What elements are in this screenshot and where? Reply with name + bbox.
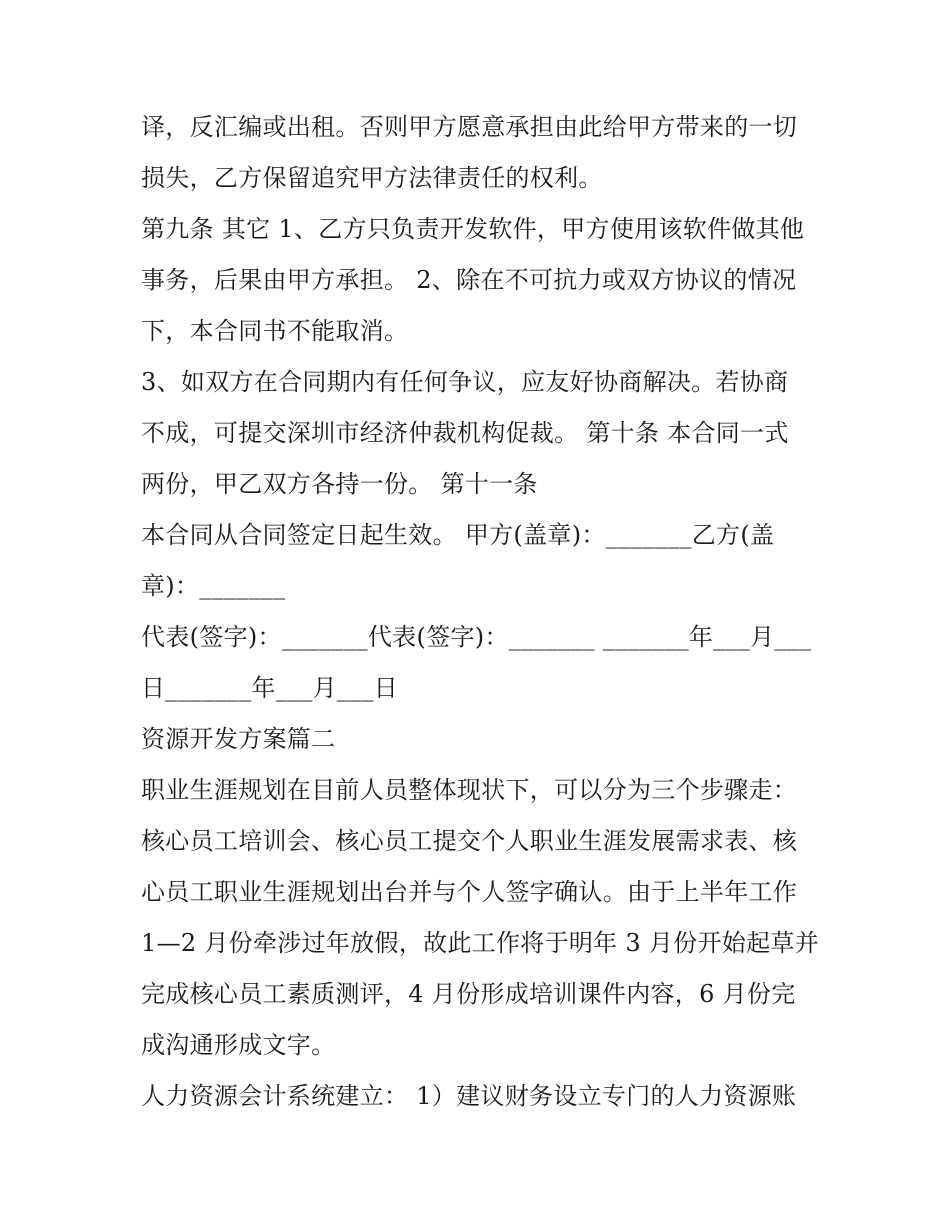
text-line: 1—2 月份牵涉过年放假，故此工作将于明年 3 月份开始起草并 (141, 929, 819, 957)
text-line: 完成核心员工素质测评，4 月份形成培训课件内容，6 月份完 (141, 980, 796, 1008)
date-line: 日_______年___月___日 (141, 674, 399, 702)
text-line: 第九条 其它 1、乙方只负责开发软件，甲方使用该软件做其他 (141, 215, 805, 243)
text-line: 本合同从合同签定日起生效。 甲方(盖章)：_______乙方(盖 (141, 521, 775, 549)
text-line: 不成，可提交深圳市经济仲裁机构促裁。 第十条 本合同一式 (141, 419, 789, 447)
text-line: 章)：_______ (141, 572, 286, 600)
section-title: 资源开发方案篇二 (141, 725, 336, 753)
text-line: 人力资源会计系统建立： 1）建议财务设立专门的人力资源账 (141, 1082, 797, 1110)
text-line: 核心员工培训会、核心员工提交个人职业生涯发展需求表、核 (141, 827, 798, 855)
text-line: 损失，乙方保留追究甲方法律责任的权利。 (141, 164, 603, 192)
signature-line: 代表(签字)：_______代表(签字)：_______ _______年___月___ (141, 623, 812, 651)
text-line: 事务，后果由甲方承担。 2、除在不可抗力或双方协议的情况 (141, 266, 797, 294)
text-line: 3、如双方在合同期内有任何争议，应友好协商解决。若协商 (141, 368, 789, 396)
text-line: 译，反汇编或出租。否则甲方愿意承担由此给甲方带来的一切 (141, 113, 798, 141)
text-line: 职业生涯规划在目前人员整体现状下，可以分为三个步骤走： (141, 776, 798, 804)
text-line: 心员工职业生涯规划出台并与个人签字确认。由于上半年工作 (141, 878, 798, 906)
text-line: 两份，甲乙双方各持一份。 第十一条 (141, 470, 538, 498)
text-line: 下，本合同书不能取消。 (141, 317, 409, 345)
text-line: 成沟通形成文字。 (141, 1031, 336, 1059)
